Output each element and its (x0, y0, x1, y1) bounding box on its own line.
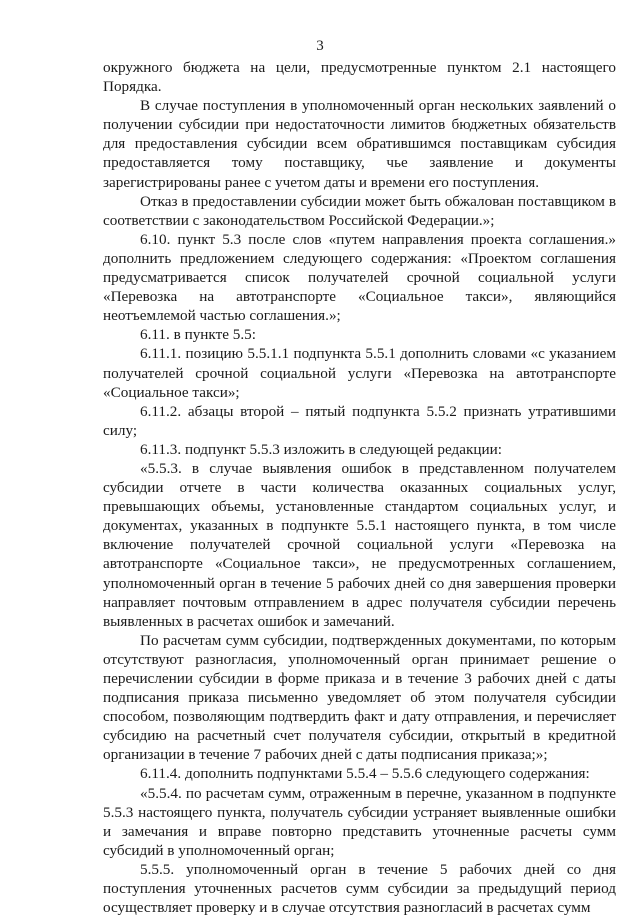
paragraph-2: В случае поступления в уполномоченный орган нескольких заявлений о получении субсидии при недостаточности лимитов бюджетных обязательств для предоставления субсидии всем обратившимся поставщикам субсидия предоставляется тому поставщику, чье заявление и документы зарегистрированы ранее с учетом даты и времени его поступления. (103, 97, 616, 191)
paragraph-13: 5.5.5. уполномоченный орган в течение 5 рабочих дней со дня поступления уточненных расчетов сумм субсидии за предыдущий период осуществляет проверку и в случае отсутствия разногласий в расчетах сумм (103, 860, 616, 917)
paragraph-11: 6.11.4. дополнить подпунктами 5.5.4 – 5.5.6 следующего содержания: (140, 765, 590, 783)
paragraph-12: «5.5.4. по расчетам сумм, отраженным в перечне, указанном в подпункте 5.5.3 настоящего пункта, получатель субсидии устраняет выявленные ошибки и замечания и вправе повторно представить уточненные расчеты сумм субсидий в уполномоченный орган; (103, 784, 616, 859)
paragraph-5: 6.11. в пункте 5.5: (140, 326, 256, 344)
paragraph-1: окружного бюджета на цели, предусмотренные пунктом 2.1 настоящего Порядка. (103, 59, 616, 96)
paragraph-4: 6.10. пункт 5.3 после слов «путем направления проекта соглашения.» дополнить предложением следующего содержания: «Проектом соглашения предусматривается список получателей срочной социальной услуги «Перевозка на автотранспорте «Социальное такси», являющийся неотъемлемой частью соглашения.»; (103, 230, 616, 325)
page-number: 3 (316, 38, 324, 54)
paragraph-6: 6.11.1. позицию 5.5.1.1 подпункта 5.5.1 дополнить словами «с указанием получателей срочной социальной услуги «Перевозка на автотранспорте «Социальное такси»; (103, 345, 616, 401)
paragraph-3: Отказ в предоставлении субсидии может быть обжалован поставщиком в соответствии с законодательством Российской Федерации.»; (103, 192, 616, 229)
document-body (103, 58, 616, 917)
paragraph-8: 6.11.3. подпункт 5.5.3 изложить в следующей редакции: (140, 440, 502, 458)
paragraph-10: По расчетам сумм субсидии, подтвержденных документами, по которым отсутствуют разногласия, уполномоченный орган принимает решение о перечислении субсидии в форме приказа и в течение 3 рабочих дней с даты подписания приказа письменно уведомляет об этом получателя субсидии способом, позволяющим подтвердить факт и дату отправления, и перечисляет субсидию на расчетный счет получателя субсидии, открытый в кредитной организации в течение 7 рабочих дней с даты подписания приказа;»; (103, 631, 616, 764)
paragraph-9: «5.5.3. в случае выявления ошибок в представленном получателем субсидии отчете в части количества оказанных социальных услуг, превышающих объемы, установленные стандартом социальных услуг, и документах, указанных в подпункте 5.5.1 настоящего пункта, в том числе включение получателей срочной социальной услуги «Перевозка на автотранспорте «Социальное такси», не предусмотренных соглашением, уполномоченный орган в течение 5 рабочих дней со дня завершения проверки направляет почтовым отправлением в адрес получателя субсидии перечень выявленных в расчетах ошибок и замечаний. (103, 459, 616, 630)
paragraph-7: 6.11.2. абзацы второй – пятый подпункта 5.5.2 признать утратившими силу; (103, 402, 616, 439)
